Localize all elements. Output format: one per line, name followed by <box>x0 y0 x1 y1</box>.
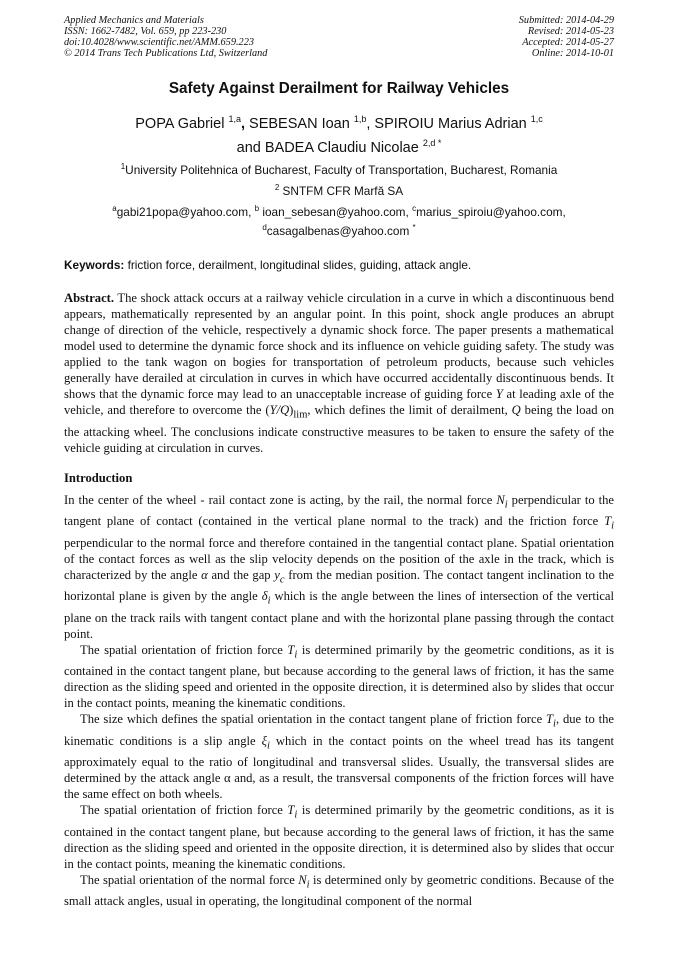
keywords <box>64 258 614 272</box>
email-4-sup: d <box>262 223 267 232</box>
paragraph-text: is determined primarily by the geometric conditions, as it is contained in the contact tangent plane, but because according to the general laws of friction, it has the same direction as the sliding speed and oriented in the opposite direction, it is determined also by slides that occur in the contact points, meaning the kinematic conditions. <box>64 803 614 871</box>
section-heading: Introduction <box>64 470 133 485</box>
email-3[interactable]: marius_spiroiu@yahoo.com, <box>416 205 566 219</box>
abstract-text: at leading axle of the vehicle, and therefore to overcome the ( <box>64 387 614 417</box>
author-spiroiu: SPIROIU Marius Adrian <box>374 116 531 132</box>
paragraph <box>64 642 614 712</box>
date-accepted: Accepted: 2014-05-27 <box>522 37 614 48</box>
subscript-i: i <box>553 718 556 730</box>
author-badea: and BADEA Claudiu Nicolae <box>236 140 423 156</box>
symbol-T: T <box>546 712 554 727</box>
keywords-label: Keywords: <box>64 258 125 272</box>
paper-title: Safety Against Derailment for Railway Vehicles <box>168 80 510 97</box>
email-1-sup: a <box>112 204 117 213</box>
subscript-i: i <box>306 879 310 891</box>
author-separator: , <box>366 116 375 132</box>
journal-info <box>64 15 267 59</box>
date-revised: Revised: 2014-05-23 <box>527 26 614 37</box>
email-2[interactable]: ioan_sebesan@yahoo.com, <box>259 205 413 219</box>
email-line-1 <box>64 203 614 222</box>
introduction-section <box>64 471 614 910</box>
abstract-text: ) <box>289 403 294 417</box>
email-line-2 <box>64 222 614 241</box>
affiliation-2-text: SNTFM CFR Marfă SA <box>279 184 404 198</box>
paragraph <box>64 492 614 642</box>
abstract <box>64 290 614 456</box>
affiliation-2-sup: 2 <box>274 183 280 192</box>
affiliation-1-text: University Politehnica of Bucharest, Faculty of Transportation, Bucharest, Romania <box>125 163 558 177</box>
submission-dates <box>519 15 614 59</box>
paragraph <box>64 711 614 802</box>
paragraph <box>64 802 614 872</box>
symbol-xi: ξ <box>261 733 267 748</box>
subscript-i: i <box>504 499 508 511</box>
author-popa: POPA Gabriel <box>135 116 229 132</box>
symbol-Y: Y <box>495 387 503 401</box>
author-sebesan-sup: 1,b <box>353 114 367 124</box>
paragraph-text: is determined primarily by the geometric conditions, as it is contained in the contact tangent plane, but because according to the general laws of friction, it has the same direction as the sliding speed and oriented in the opposite direction, it is determined also by slides that occur in the contact points, meaning the kinematic conditions. <box>64 642 614 711</box>
abstract-text: , which defines the limit of derailment, <box>307 403 512 417</box>
subscript-i: i <box>294 809 298 821</box>
journal-doi: doi:10.4028/www.scientific.net/AMM.659.223 <box>64 37 254 48</box>
symbol-delta: δ <box>261 589 268 604</box>
affiliation-2 <box>64 181 614 202</box>
author-spiroiu-sup: 1,c <box>530 114 543 124</box>
journal-issn: ISSN: 1662-7482, Vol. 659, pp 223-230 <box>64 26 227 37</box>
author-separator: , <box>240 116 250 132</box>
journal-name: Applied Mechanics and Materials <box>64 15 204 26</box>
symbol-N: N <box>496 492 505 507</box>
journal-header <box>64 15 614 59</box>
journal-copyright: © 2014 Trans Tech Publications Ltd, Switzerland <box>64 48 268 59</box>
email-1[interactable]: gabi21popa@yahoo.com, <box>116 205 255 219</box>
affiliations <box>64 160 614 202</box>
symbol-N: N <box>298 872 307 887</box>
keywords-text: friction force, derailment, longitudinal slides, guiding, attack angle. <box>124 258 472 272</box>
email-2-sup: b <box>254 204 260 213</box>
date-online: Online: 2014-10-01 <box>531 48 614 59</box>
subscript-lim: lim <box>293 409 308 421</box>
date-submitted: Submitted: 2014-04-29 <box>518 15 614 26</box>
paragraph-text: which is the angle between the lines of intersection of the vertical plane on the track rails with tangent contact plane and with the horizontal plane passing through the contact point. <box>64 589 614 641</box>
symbol-Q: Q <box>511 403 521 417</box>
corresponding-author-mark: * <box>412 223 416 232</box>
symbol-T: T <box>287 642 295 657</box>
abstract-label: Abstract. <box>64 291 115 305</box>
author-line-2 <box>64 136 614 160</box>
paragraph-text: which in the contact points on the wheel tread has its tangent approximately equal to the ratio of longitudinal and transversal slides. Usually, the transversal slides are determined by the attack angle α and, as a result, the transversal components of the friction forces will have the same effect on both wheels. <box>64 733 614 802</box>
paragraph-text: from the median position. The contact tangent inclination to the horizontal plane is given by the angle <box>64 567 614 604</box>
email-4[interactable]: casagalbenas@yahoo.com <box>266 224 413 238</box>
paragraph-text: is determined only by geometric conditions. Because of the small attack angles, usual in operating, the longitudinal component of the normal <box>64 872 615 909</box>
affiliation-1-sup: 1 <box>120 162 126 171</box>
paragraph-text: perpendicular to the tangent plane of contact (contained in the vertical plane normal to the track) and the friction force <box>64 492 614 529</box>
author-list <box>64 112 614 160</box>
subscript-c: c <box>279 574 285 586</box>
symbol-Y-over-Q: Y/Q <box>269 403 290 417</box>
abstract-text: being the load on the attacking wheel. The conclusions indicate constructive measures to be taken to ensure the safety of the vehicle guiding at circulation in curves. <box>64 403 614 455</box>
author-line-1 <box>64 112 614 136</box>
paragraph-text: The spatial orientation of friction force <box>80 803 288 818</box>
subscript-i: i <box>267 595 271 607</box>
paragraph <box>64 872 614 910</box>
symbol-alpha: α <box>201 567 208 582</box>
email-3-sup: c <box>412 204 417 213</box>
paragraph-text: The size which defines the spatial orientation in the contact tangent plane of friction force <box>80 712 547 727</box>
paragraph-text: In the center of the wheel - rail contact zone is acting, by the rail, the normal force <box>64 492 497 507</box>
author-badea-sup: 2,d * <box>422 138 442 148</box>
subscript-i: i <box>611 520 614 532</box>
affiliation-1 <box>64 160 614 181</box>
subscript-i: i <box>294 649 298 661</box>
abstract-text: The shock attack occurs at a railway vehicle circulation in a curve in which a discontinuous bend appears, mathematically represented by an angular point. In this point, shock angle produces an abrupt change of direction of the vehicle, respectively a dynamic shock force. The paper presents a mathematical model used to determine the dynamic force shock and its influence on vehicle guiding safety. The study was applied to the tank wagon on bogies for transportation of petroleum products, because such vehicles generally have derailed at circulation in curves in which have occurred accidentally discontinuous bends. It shows that the dynamic force may lead to an unacceptable increase of guiding force <box>64 291 614 401</box>
symbol-T: T <box>287 803 295 818</box>
paragraph-text: , due to the kinematic conditions is a slip angle <box>64 712 614 748</box>
paragraph-text: perpendicular to the normal force and therefore contained in the tangential contact plane. Spatial orientation of the contact forces as well as the slip velocity depends on the position of the axle in the track, which is characterized by the angle <box>64 535 614 582</box>
paragraph-text: The spatial orientation of friction force <box>80 642 288 657</box>
author-emails <box>64 203 614 241</box>
symbol-y: y <box>274 567 280 582</box>
symbol-T: T <box>604 514 612 529</box>
author-sebesan: SEBESAN Ioan <box>249 116 354 132</box>
paragraph-text: and the gap <box>207 567 275 582</box>
author-popa-sup: 1,a <box>228 114 241 124</box>
subscript-i: i <box>267 740 270 752</box>
paragraph-text: The spatial orientation of the normal force <box>80 872 299 887</box>
